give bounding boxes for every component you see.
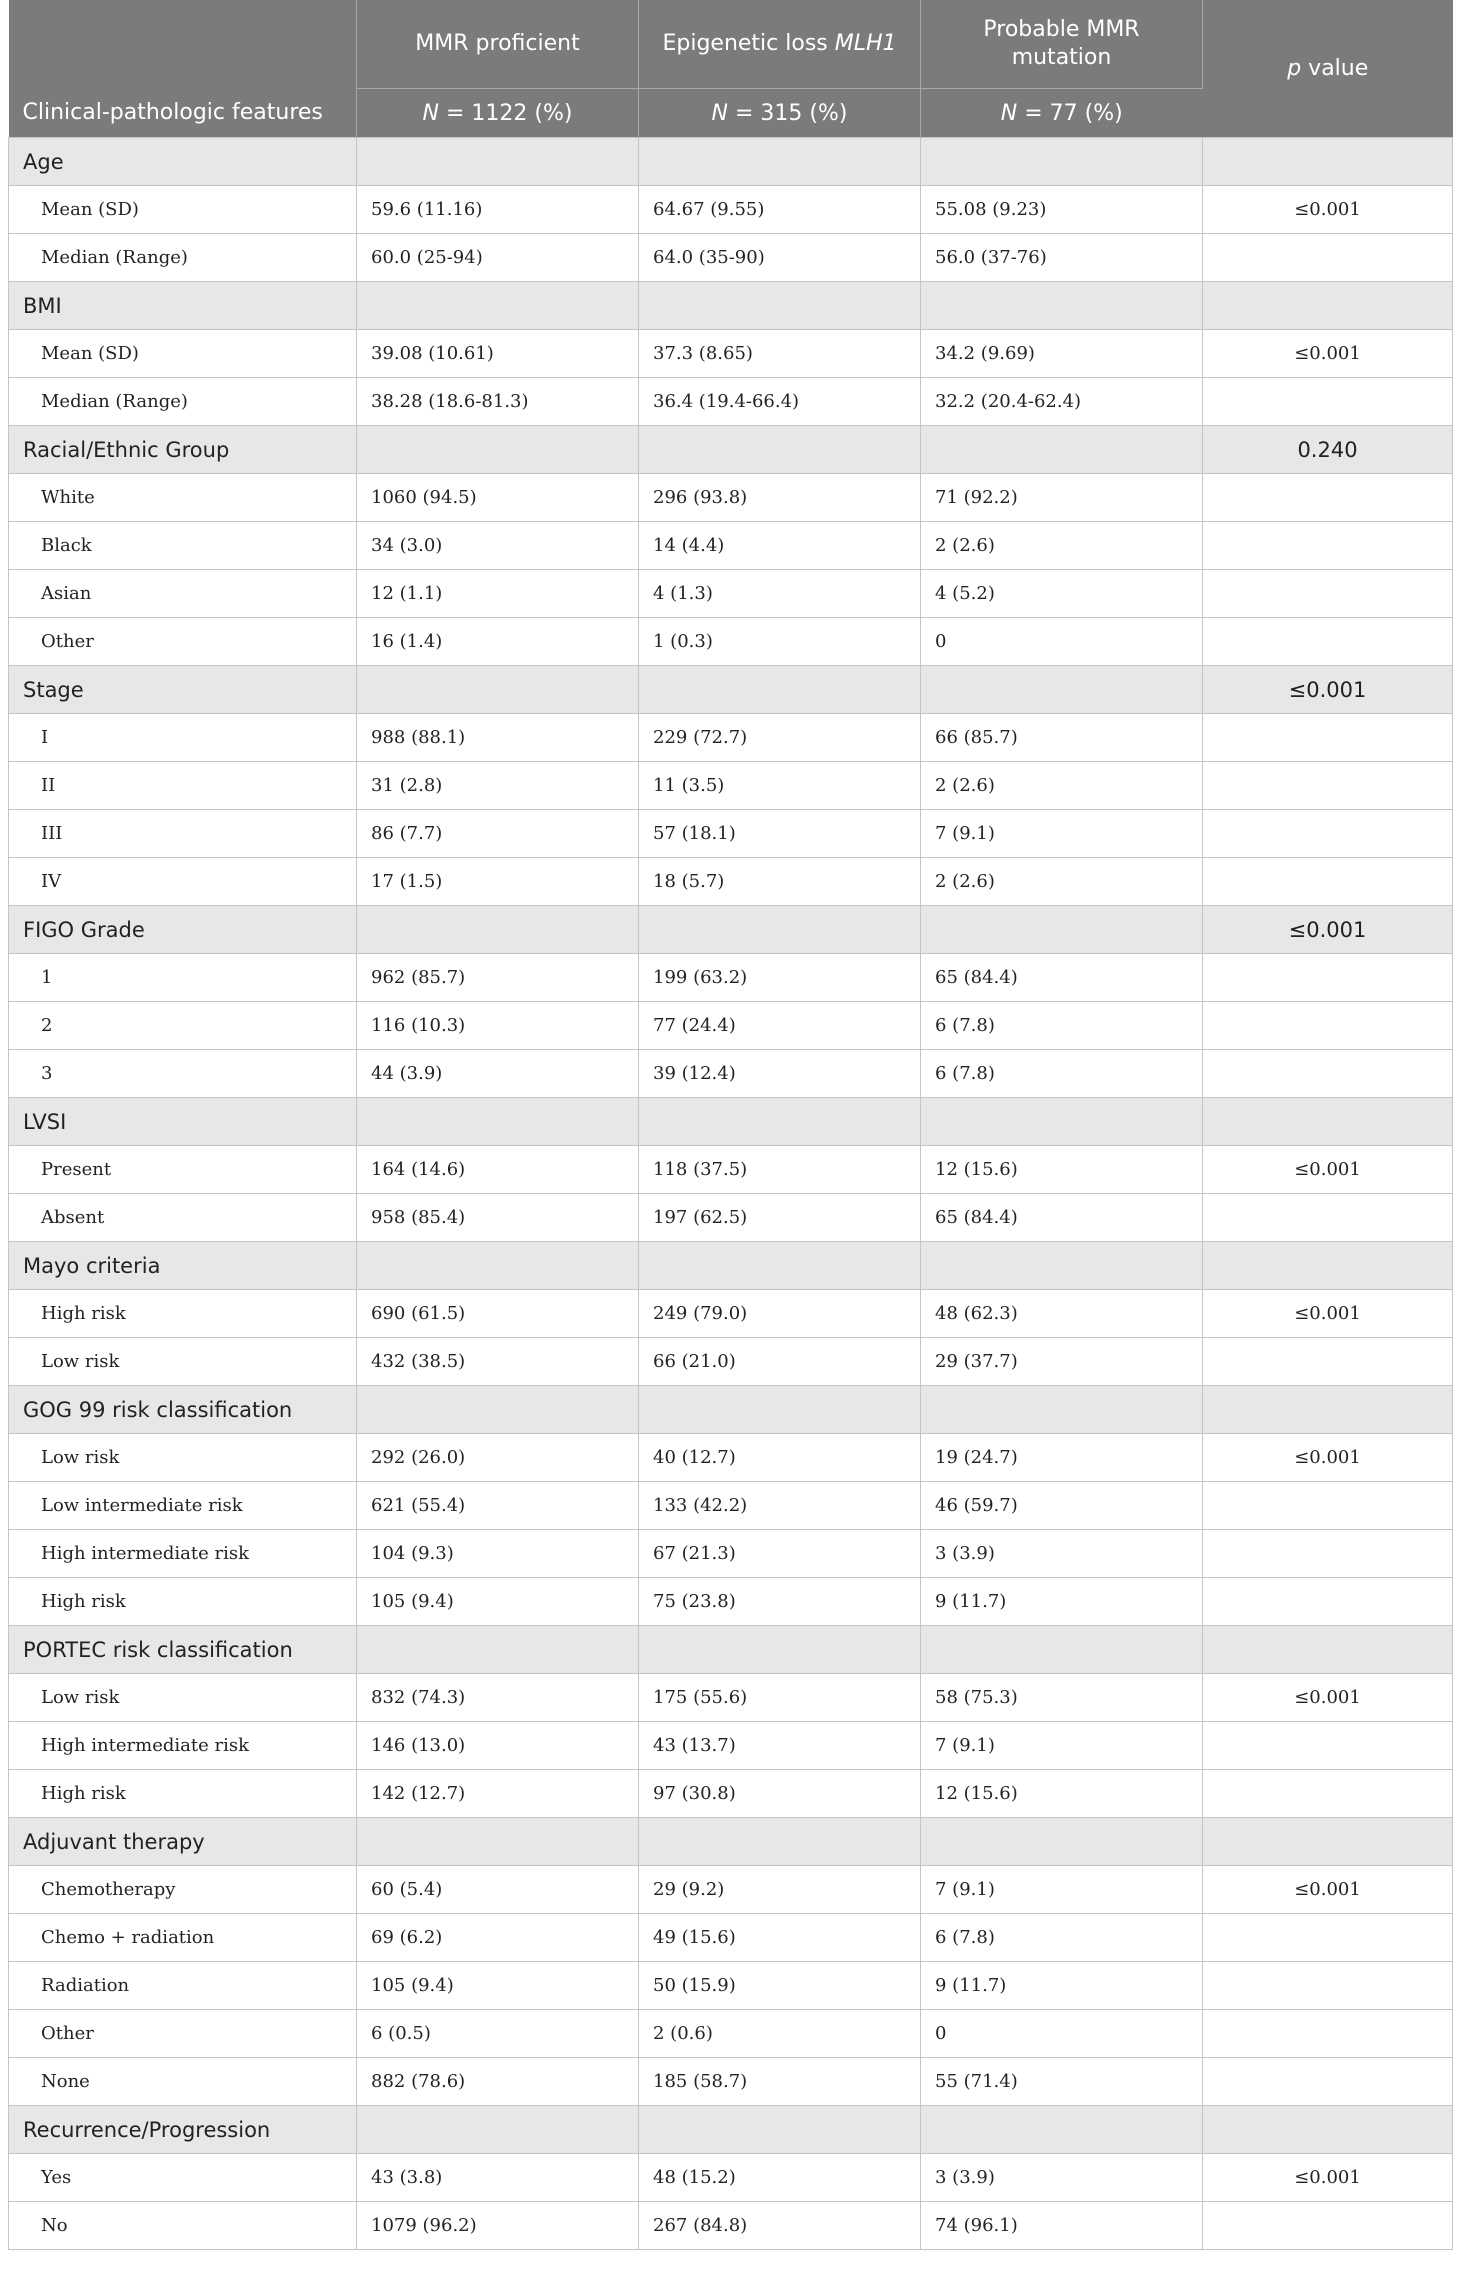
cell-epigenetic-loss: 175 (55.6)	[639, 1674, 921, 1722]
cell-probable-mutation: 71 (92.2)	[921, 474, 1203, 522]
section-row	[9, 906, 1453, 954]
section-p-value	[1203, 2106, 1453, 2154]
row-label: White	[9, 474, 357, 522]
cell-mmr-proficient: 60 (5.4)	[357, 1866, 639, 1914]
section-empty-cell	[639, 906, 921, 954]
cell-probable-mutation: 55.08 (9.23)	[921, 186, 1203, 234]
row-label: Low risk	[9, 1338, 357, 1386]
section-p-value	[1203, 138, 1453, 186]
header-n-value-1: = 1122 (%)	[438, 100, 573, 126]
cell-epigenetic-loss: 43 (13.7)	[639, 1722, 921, 1770]
cell-p-value	[1203, 1338, 1453, 1386]
header-empty-cell	[9, 0, 357, 89]
cell-mmr-proficient: 60.0 (25-94)	[357, 234, 639, 282]
section-row	[9, 282, 1453, 330]
header-n-epigenetic-loss	[639, 89, 921, 138]
cell-mmr-proficient: 621 (55.4)	[357, 1482, 639, 1530]
row-label: No	[9, 2202, 357, 2250]
section-label: GOG 99 risk classification	[9, 1386, 357, 1434]
cell-mmr-proficient: 432 (38.5)	[357, 1338, 639, 1386]
table-row	[9, 2058, 1453, 2106]
cell-mmr-proficient: 164 (14.6)	[357, 1146, 639, 1194]
cell-probable-mutation: 55 (71.4)	[921, 2058, 1203, 2106]
cell-p-value: ≤0.001	[1203, 1146, 1453, 1194]
table-row	[9, 2154, 1453, 2202]
cell-epigenetic-loss: 48 (15.2)	[639, 2154, 921, 2202]
table-row	[9, 1002, 1453, 1050]
cell-probable-mutation: 74 (96.1)	[921, 2202, 1203, 2250]
row-label: Mean (SD)	[9, 186, 357, 234]
table-row	[9, 234, 1453, 282]
cell-epigenetic-loss: 1 (0.3)	[639, 618, 921, 666]
cell-p-value	[1203, 1914, 1453, 1962]
header-n-probable-mutation	[921, 89, 1203, 138]
table-header	[9, 0, 1453, 138]
section-empty-cell	[921, 1818, 1203, 1866]
cell-p-value	[1203, 2058, 1453, 2106]
row-label: Low intermediate risk	[9, 1482, 357, 1530]
section-empty-cell	[921, 906, 1203, 954]
table-row	[9, 1962, 1453, 2010]
row-label: Absent	[9, 1194, 357, 1242]
cell-probable-mutation: 29 (37.7)	[921, 1338, 1203, 1386]
table-row	[9, 714, 1453, 762]
row-label: High risk	[9, 1290, 357, 1338]
section-empty-cell	[921, 2106, 1203, 2154]
cell-mmr-proficient: 59.6 (11.16)	[357, 186, 639, 234]
header-n-mmr-proficient	[357, 89, 639, 138]
cell-epigenetic-loss: 50 (15.9)	[639, 1962, 921, 2010]
cell-probable-mutation: 4 (5.2)	[921, 570, 1203, 618]
row-label: III	[9, 810, 357, 858]
cell-epigenetic-loss: 296 (93.8)	[639, 474, 921, 522]
cell-probable-mutation: 58 (75.3)	[921, 1674, 1203, 1722]
table-row	[9, 1674, 1453, 1722]
table-row	[9, 1578, 1453, 1626]
cell-epigenetic-loss: 118 (37.5)	[639, 1146, 921, 1194]
row-label: Asian	[9, 570, 357, 618]
cell-probable-mutation: 7 (9.1)	[921, 1866, 1203, 1914]
header-epigenetic-loss-prefix: Epigenetic loss	[662, 31, 835, 56]
cell-p-value	[1203, 1770, 1453, 1818]
section-empty-cell	[921, 1386, 1203, 1434]
section-empty-cell	[357, 666, 639, 714]
section-empty-cell	[639, 1098, 921, 1146]
section-empty-cell	[357, 1386, 639, 1434]
cell-probable-mutation: 66 (85.7)	[921, 714, 1203, 762]
table-row	[9, 522, 1453, 570]
cell-p-value	[1203, 1722, 1453, 1770]
cell-epigenetic-loss: 49 (15.6)	[639, 1914, 921, 1962]
cell-probable-mutation: 2 (2.6)	[921, 522, 1203, 570]
cell-epigenetic-loss: 40 (12.7)	[639, 1434, 921, 1482]
cell-p-value	[1203, 1530, 1453, 1578]
cell-p-value	[1203, 378, 1453, 426]
cell-p-value	[1203, 1962, 1453, 2010]
cell-p-value	[1203, 762, 1453, 810]
section-empty-cell	[921, 1098, 1203, 1146]
row-label: High intermediate risk	[9, 1722, 357, 1770]
cell-mmr-proficient: 34 (3.0)	[357, 522, 639, 570]
section-empty-cell	[357, 282, 639, 330]
section-row	[9, 426, 1453, 474]
cell-mmr-proficient: 962 (85.7)	[357, 954, 639, 1002]
section-label: Racial/Ethnic Group	[9, 426, 357, 474]
cell-mmr-proficient: 69 (6.2)	[357, 1914, 639, 1962]
row-label: I	[9, 714, 357, 762]
cell-mmr-proficient: 1060 (94.5)	[357, 474, 639, 522]
row-label: 2	[9, 1002, 357, 1050]
cell-p-value	[1203, 810, 1453, 858]
cell-p-value	[1203, 1050, 1453, 1098]
row-label: II	[9, 762, 357, 810]
cell-mmr-proficient: 292 (26.0)	[357, 1434, 639, 1482]
cell-probable-mutation: 12 (15.6)	[921, 1146, 1203, 1194]
cell-mmr-proficient: 12 (1.1)	[357, 570, 639, 618]
cell-probable-mutation: 9 (11.7)	[921, 1962, 1203, 2010]
table-row	[9, 474, 1453, 522]
section-p-value	[1203, 282, 1453, 330]
cell-mmr-proficient: 146 (13.0)	[357, 1722, 639, 1770]
cell-mmr-proficient: 105 (9.4)	[357, 1578, 639, 1626]
section-empty-cell	[357, 1818, 639, 1866]
table-row	[9, 618, 1453, 666]
cell-probable-mutation: 65 (84.4)	[921, 954, 1203, 1002]
section-empty-cell	[921, 666, 1203, 714]
section-empty-cell	[639, 282, 921, 330]
clinical-features-table	[8, 0, 1453, 2250]
cell-mmr-proficient: 116 (10.3)	[357, 1002, 639, 1050]
section-row	[9, 1386, 1453, 1434]
section-label: Stage	[9, 666, 357, 714]
header-probable-mmr-mutation-text: Probable MMR mutation	[983, 17, 1140, 70]
cell-epigenetic-loss: 267 (84.8)	[639, 2202, 921, 2250]
cell-mmr-proficient: 988 (88.1)	[357, 714, 639, 762]
cell-p-value	[1203, 714, 1453, 762]
cell-p-value	[1203, 1482, 1453, 1530]
table-row	[9, 1482, 1453, 1530]
header-p-value	[1203, 0, 1453, 138]
cell-mmr-proficient: 958 (85.4)	[357, 1194, 639, 1242]
section-empty-cell	[639, 2106, 921, 2154]
cell-mmr-proficient: 105 (9.4)	[357, 1962, 639, 2010]
section-empty-cell	[639, 1386, 921, 1434]
section-empty-cell	[921, 138, 1203, 186]
header-mmr-proficient: MMR proficient	[357, 0, 639, 89]
cell-p-value	[1203, 858, 1453, 906]
table-row	[9, 330, 1453, 378]
cell-epigenetic-loss: 2 (0.6)	[639, 2010, 921, 2058]
header-row-titles	[9, 0, 1453, 89]
cell-epigenetic-loss: 249 (79.0)	[639, 1290, 921, 1338]
cell-probable-mutation: 6 (7.8)	[921, 1050, 1203, 1098]
cell-mmr-proficient: 142 (12.7)	[357, 1770, 639, 1818]
table-body	[9, 138, 1453, 2250]
cell-probable-mutation: 7 (9.1)	[921, 1722, 1203, 1770]
section-row	[9, 1242, 1453, 1290]
cell-epigenetic-loss: 199 (63.2)	[639, 954, 921, 1002]
section-row	[9, 1818, 1453, 1866]
cell-epigenetic-loss: 64.0 (35-90)	[639, 234, 921, 282]
header-n-value-2: = 315 (%)	[727, 100, 848, 126]
table-row	[9, 1050, 1453, 1098]
cell-epigenetic-loss: 37.3 (8.65)	[639, 330, 921, 378]
table-row	[9, 1338, 1453, 1386]
section-label: PORTEC risk classification	[9, 1626, 357, 1674]
cell-epigenetic-loss: 39 (12.4)	[639, 1050, 921, 1098]
cell-p-value	[1203, 474, 1453, 522]
section-p-value	[1203, 1818, 1453, 1866]
section-p-value	[1203, 1242, 1453, 1290]
cell-probable-mutation: 6 (7.8)	[921, 1002, 1203, 1050]
section-empty-cell	[357, 1626, 639, 1674]
cell-p-value	[1203, 1194, 1453, 1242]
header-n-symbol-3: N	[1000, 100, 1018, 126]
cell-epigenetic-loss: 185 (58.7)	[639, 2058, 921, 2106]
cell-mmr-proficient: 31 (2.8)	[357, 762, 639, 810]
table-row	[9, 1866, 1453, 1914]
section-p-value: ≤0.001	[1203, 906, 1453, 954]
section-empty-cell	[921, 282, 1203, 330]
section-p-value	[1203, 1386, 1453, 1434]
cell-probable-mutation: 3 (3.9)	[921, 1530, 1203, 1578]
table-row	[9, 2010, 1453, 2058]
section-label: BMI	[9, 282, 357, 330]
section-label: LVSI	[9, 1098, 357, 1146]
cell-p-value: ≤0.001	[1203, 1290, 1453, 1338]
cell-p-value	[1203, 2010, 1453, 2058]
section-row	[9, 138, 1453, 186]
section-empty-cell	[639, 666, 921, 714]
cell-p-value: ≤0.001	[1203, 1674, 1453, 1722]
cell-mmr-proficient: 1079 (96.2)	[357, 2202, 639, 2250]
row-label: Black	[9, 522, 357, 570]
row-label: Median (Range)	[9, 378, 357, 426]
cell-p-value	[1203, 234, 1453, 282]
cell-p-value	[1203, 1002, 1453, 1050]
cell-p-value: ≤0.001	[1203, 186, 1453, 234]
section-row	[9, 666, 1453, 714]
table-row	[9, 1530, 1453, 1578]
cell-probable-mutation: 12 (15.6)	[921, 1770, 1203, 1818]
cell-epigenetic-loss: 18 (5.7)	[639, 858, 921, 906]
header-n-value-3: = 77 (%)	[1017, 100, 1123, 126]
cell-probable-mutation: 2 (2.6)	[921, 762, 1203, 810]
section-empty-cell	[357, 1098, 639, 1146]
cell-mmr-proficient: 690 (61.5)	[357, 1290, 639, 1338]
header-p-value-rest: value	[1301, 55, 1369, 81]
row-label: Chemo + radiation	[9, 1914, 357, 1962]
section-empty-cell	[357, 906, 639, 954]
section-p-value	[1203, 1098, 1453, 1146]
cell-epigenetic-loss: 36.4 (19.4-66.4)	[639, 378, 921, 426]
cell-mmr-proficient: 38.28 (18.6-81.3)	[357, 378, 639, 426]
cell-probable-mutation: 3 (3.9)	[921, 2154, 1203, 2202]
row-label: High risk	[9, 1578, 357, 1626]
section-empty-cell	[921, 426, 1203, 474]
section-empty-cell	[357, 2106, 639, 2154]
cell-p-value	[1203, 2202, 1453, 2250]
cell-mmr-proficient: 44 (3.9)	[357, 1050, 639, 1098]
table-row	[9, 1146, 1453, 1194]
cell-probable-mutation: 65 (84.4)	[921, 1194, 1203, 1242]
table-row	[9, 1434, 1453, 1482]
cell-p-value	[1203, 522, 1453, 570]
table-row	[9, 1914, 1453, 1962]
cell-probable-mutation: 7 (9.1)	[921, 810, 1203, 858]
cell-probable-mutation: 34.2 (9.69)	[921, 330, 1203, 378]
section-empty-cell	[639, 1818, 921, 1866]
cell-epigenetic-loss: 67 (21.3)	[639, 1530, 921, 1578]
cell-epigenetic-loss: 4 (1.3)	[639, 570, 921, 618]
row-label: Radiation	[9, 1962, 357, 2010]
cell-probable-mutation: 9 (11.7)	[921, 1578, 1203, 1626]
section-empty-cell	[357, 138, 639, 186]
section-row	[9, 1626, 1453, 1674]
cell-p-value: ≤0.001	[1203, 330, 1453, 378]
table-row	[9, 2202, 1453, 2250]
table-row	[9, 1770, 1453, 1818]
row-label: Other	[9, 618, 357, 666]
cell-p-value	[1203, 954, 1453, 1002]
row-label: High risk	[9, 1770, 357, 1818]
row-label: Median (Range)	[9, 234, 357, 282]
cell-epigenetic-loss: 11 (3.5)	[639, 762, 921, 810]
cell-probable-mutation: 56.0 (37-76)	[921, 234, 1203, 282]
table-row	[9, 378, 1453, 426]
cell-p-value	[1203, 570, 1453, 618]
header-n-symbol-2: N	[711, 100, 728, 126]
section-label: Adjuvant therapy	[9, 1818, 357, 1866]
cell-epigenetic-loss: 197 (62.5)	[639, 1194, 921, 1242]
cell-mmr-proficient: 16 (1.4)	[357, 618, 639, 666]
cell-epigenetic-loss: 57 (18.1)	[639, 810, 921, 858]
table-row	[9, 810, 1453, 858]
cell-p-value	[1203, 1578, 1453, 1626]
header-epigenetic-loss	[639, 0, 921, 89]
cell-probable-mutation: 46 (59.7)	[921, 1482, 1203, 1530]
section-p-value: 0.240	[1203, 426, 1453, 474]
row-label: Present	[9, 1146, 357, 1194]
row-label: Other	[9, 2010, 357, 2058]
section-p-value	[1203, 1626, 1453, 1674]
section-empty-cell	[357, 426, 639, 474]
cell-mmr-proficient: 43 (3.8)	[357, 2154, 639, 2202]
row-label: Mean (SD)	[9, 330, 357, 378]
cell-probable-mutation: 6 (7.8)	[921, 1914, 1203, 1962]
table-row	[9, 762, 1453, 810]
cell-p-value: ≤0.001	[1203, 1434, 1453, 1482]
row-label: Chemotherapy	[9, 1866, 357, 1914]
row-label: Low risk	[9, 1434, 357, 1482]
section-empty-cell	[921, 1626, 1203, 1674]
clinical-features-table-container	[8, 0, 1452, 2250]
cell-p-value: ≤0.001	[1203, 2154, 1453, 2202]
cell-mmr-proficient: 17 (1.5)	[357, 858, 639, 906]
cell-p-value	[1203, 618, 1453, 666]
section-row	[9, 1098, 1453, 1146]
cell-epigenetic-loss: 133 (42.2)	[639, 1482, 921, 1530]
row-label: 1	[9, 954, 357, 1002]
cell-probable-mutation: 19 (24.7)	[921, 1434, 1203, 1482]
cell-epigenetic-loss: 229 (72.7)	[639, 714, 921, 762]
cell-probable-mutation: 2 (2.6)	[921, 858, 1203, 906]
section-empty-cell	[639, 1626, 921, 1674]
header-clinical-features: Clinical-pathologic features	[9, 89, 357, 138]
table-row	[9, 1722, 1453, 1770]
header-epigenetic-loss-gene: MLH1	[834, 31, 897, 56]
section-label: Recurrence/Progression	[9, 2106, 357, 2154]
header-probable-mmr-mutation	[921, 0, 1203, 89]
row-label: None	[9, 2058, 357, 2106]
table-row	[9, 186, 1453, 234]
section-empty-cell	[639, 426, 921, 474]
section-row	[9, 2106, 1453, 2154]
section-empty-cell	[639, 138, 921, 186]
cell-epigenetic-loss: 29 (9.2)	[639, 1866, 921, 1914]
table-row	[9, 954, 1453, 1002]
section-label: FIGO Grade	[9, 906, 357, 954]
cell-mmr-proficient: 39.08 (10.61)	[357, 330, 639, 378]
section-empty-cell	[357, 1242, 639, 1290]
row-label: Low risk	[9, 1674, 357, 1722]
row-label: High intermediate risk	[9, 1530, 357, 1578]
header-n-symbol-1: N	[422, 100, 439, 126]
cell-epigenetic-loss: 97 (30.8)	[639, 1770, 921, 1818]
row-label: 3	[9, 1050, 357, 1098]
cell-epigenetic-loss: 14 (4.4)	[639, 522, 921, 570]
section-label: Age	[9, 138, 357, 186]
cell-probable-mutation: 0	[921, 618, 1203, 666]
table-row	[9, 858, 1453, 906]
row-label: Yes	[9, 2154, 357, 2202]
cell-p-value: ≤0.001	[1203, 1866, 1453, 1914]
cell-mmr-proficient: 6 (0.5)	[357, 2010, 639, 2058]
cell-epigenetic-loss: 64.67 (9.55)	[639, 186, 921, 234]
row-label: IV	[9, 858, 357, 906]
section-label: Mayo criteria	[9, 1242, 357, 1290]
cell-epigenetic-loss: 77 (24.4)	[639, 1002, 921, 1050]
cell-epigenetic-loss: 75 (23.8)	[639, 1578, 921, 1626]
table-row	[9, 1194, 1453, 1242]
cell-mmr-proficient: 832 (74.3)	[357, 1674, 639, 1722]
cell-probable-mutation: 0	[921, 2010, 1203, 2058]
header-p-symbol: p	[1287, 55, 1302, 81]
cell-mmr-proficient: 104 (9.3)	[357, 1530, 639, 1578]
section-p-value: ≤0.001	[1203, 666, 1453, 714]
cell-epigenetic-loss: 66 (21.0)	[639, 1338, 921, 1386]
cell-mmr-proficient: 882 (78.6)	[357, 2058, 639, 2106]
table-row	[9, 570, 1453, 618]
cell-probable-mutation: 48 (62.3)	[921, 1290, 1203, 1338]
section-empty-cell	[639, 1242, 921, 1290]
table-row	[9, 1290, 1453, 1338]
cell-mmr-proficient: 86 (7.7)	[357, 810, 639, 858]
cell-probable-mutation: 32.2 (20.4-62.4)	[921, 378, 1203, 426]
section-empty-cell	[921, 1242, 1203, 1290]
